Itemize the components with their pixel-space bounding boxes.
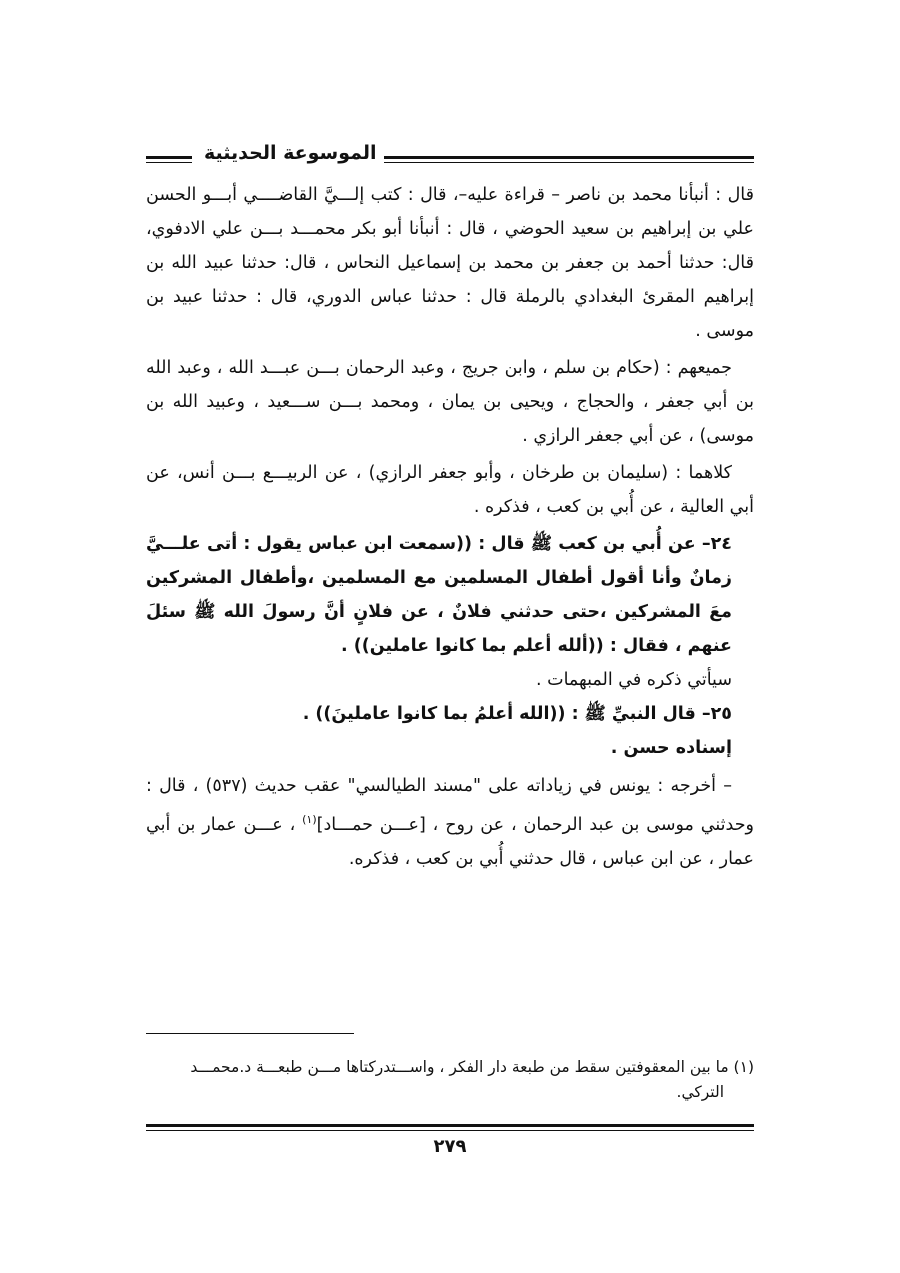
page-number: ٢٧٩ (433, 1136, 467, 1157)
paragraph-isnad-2: جميعهم : (حكام بن سلم ، وابن جريج ، وعبد الرحمان بـــن عبـــد الله ، وعبد الله بن أبي جعفر ، والحجاج ، ويحيى بن يمان ، ومحمد بـــن ســـعيد ، وعبيد الله بن موسى) ، عن أبي جعفر الرازي . (146, 358, 754, 446)
hadith-25: ٢٥– قال النبيِّ ﷺ : ((الله أعلمُ بما كانوا عاملينَ)) . (302, 704, 732, 724)
header-rule-left (146, 156, 192, 163)
footnote (146, 1055, 754, 1105)
hadith-24-note: سيأتي ذكره في المبهمات . (535, 670, 732, 690)
header-rule-right (384, 156, 754, 163)
takhrij-part-a: – أخرجه : يونس في زياداته على "مسند الطيالسي" عقب حديث (٥٣٧) ، قال : وحدثني موسى بن عبد الرحمان ، عن روح ، [عـــن حمـــاد] (146, 776, 754, 835)
takhrij-part-b: ، عـــن عمار بن أبي عمار ، عن ابن عباس ، قال حدثني أُبي بن كعب ، فذكره. (146, 814, 754, 869)
header-title: الموسوعة الحديثية (204, 142, 377, 164)
running-header (146, 140, 754, 174)
footnote-line-2: التركي. (676, 1083, 724, 1101)
footer-rule (146, 1124, 754, 1131)
hadith-24: ٢٤– عن أُبي بن كعب ﷺ قال : ((سمعت ابن عباس يقول : أتى علـــيَّ زمانٌ وأنا أقول أطفال المسلمين مع المسلمين ،وأطفال المشركين معَ المشركين ،حتى حدثني فلانٌ ، عن فلانٍ أنَّ رسولَ الله ﷺ سئلَ عنهم ، فقال : ((ألله أعلم بما كانوا عاملين)) . (146, 534, 732, 656)
footnote-separator (146, 1033, 354, 1034)
footnote-line-1: (١) ما بين المعقوفتين سقط من طبعة دار الفكر ، واســـتدركتاها مـــن طبعـــة د.محمـــد (190, 1058, 754, 1076)
paragraph-isnad-1: قال : أنبأنا محمد بن ناصر – قراءة عليه–، قال : كتب إلـــيَّ القاضــــي أبـــو الحسن علي بن إبراهيم بن سعيد الحوضي ، قال : أنبأنا أبو بكر محمـــد بـــن علي الادفوي، قال: حدثنا أحمد بن جعفر بن محمد بن إسماعيل النحاس ، قال: حدثنا عبيد الله بن إبراهيم المقرئ البغدادي بالرملة قال : حدثنا عباس الدوري، قال : حدثنا عبيد بن موسى . (146, 185, 754, 341)
footnote-marker: (١) (302, 813, 317, 826)
paragraph-isnad-3: كلاهما : (سليمان بن طرخان ، وأبو جعفر الرازي) ، عن الربيـــع بـــن أنس، عن أبي العالية ، عن أُبي بن كعب ، فذكره . (146, 463, 754, 517)
page-content (146, 140, 754, 876)
paragraph-takhrij (146, 769, 754, 876)
hadith-25-grading: إسناده حسن . (610, 738, 732, 758)
